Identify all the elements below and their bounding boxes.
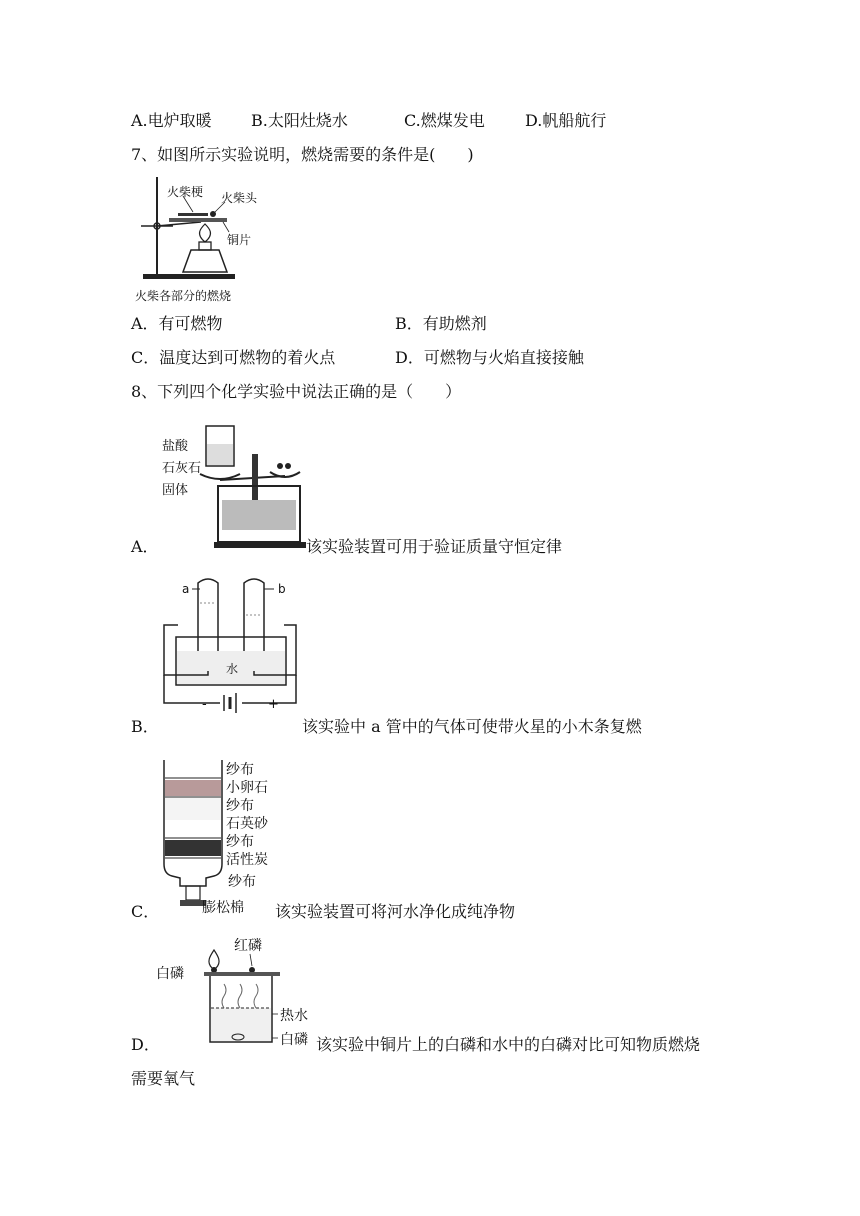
- label-cotton: 膨松棉: [202, 900, 244, 916]
- q7-option-d: D．可燃物与火焰直接接触: [395, 348, 584, 367]
- label-layer-4: 石英砂: [226, 816, 268, 832]
- q8-stem: 8、下列四个化学实验中说法正确的是（ ）: [131, 382, 462, 401]
- label-minus: -: [202, 697, 207, 712]
- q8-option-d-text-line1: 该实验中铜片上的白磷和水中的白磷对比可知物质燃烧: [316, 1035, 701, 1054]
- q7-stem: 7、如图所示实验说明，燃烧需要的条件是( ): [131, 145, 474, 164]
- q8b-electrolysis-figure: [160, 575, 300, 720]
- label-layer-6: 活性炭: [226, 852, 268, 868]
- label-layer-1: 纱布: [226, 762, 254, 778]
- q6-option-d: D.帆船航行: [525, 111, 607, 130]
- q8-option-a-letter: A．: [131, 537, 159, 556]
- copper-plate: [169, 218, 227, 222]
- label-solid: 固体: [162, 483, 189, 498]
- layer-pebbles: [165, 780, 221, 796]
- stand-base: [143, 274, 235, 279]
- q8-option-d-letter: D．: [131, 1035, 160, 1054]
- label-stick: 火柴梗: [167, 185, 204, 199]
- q8-option-b-text: 该实验中 a 管中的气体可使带火星的小木条复燃: [302, 717, 642, 736]
- q6-option-b: B.太阳灶烧水: [251, 111, 348, 130]
- q7-option-c: C．温度达到可燃物的着火点: [131, 348, 336, 367]
- label-b: b: [278, 582, 286, 596]
- label-layer-3: 纱布: [226, 798, 254, 814]
- q8-option-d-text-line2: 需要氧气: [131, 1069, 196, 1088]
- layer-carbon: [165, 840, 221, 856]
- figure-caption: 火柴各部分的燃烧: [135, 289, 232, 303]
- alcohol-lamp: [183, 250, 227, 272]
- label-layer-5: 纱布: [226, 834, 254, 850]
- label-limestone: 石灰石: [162, 461, 202, 476]
- q7-option-b: B．有助燃剂: [395, 314, 487, 333]
- label-white-phosphorus-water: 白磷: [280, 1032, 308, 1048]
- q8-option-b-letter: B．: [131, 717, 159, 736]
- q8-option-a-text: 该实验装置可用于验证质量守恒定律: [306, 537, 563, 556]
- q8c-filter-figure: [158, 756, 278, 916]
- copper-plate: [204, 972, 280, 976]
- label-a: a: [182, 582, 190, 596]
- label-acid: 盐酸: [162, 439, 189, 454]
- label-hot-water: 热水: [280, 1008, 308, 1024]
- label-copper: 铜片: [227, 233, 252, 247]
- label-layer-2: 小卵石: [226, 780, 268, 796]
- q7-match-burning-figure: [133, 172, 283, 307]
- q6-option-a: A.电炉取暖: [131, 111, 212, 130]
- q8-option-c-text: 该实验装置可将河水净化成纯净物: [275, 902, 516, 921]
- label-layer-7: 纱布: [228, 874, 256, 890]
- q8d-phosphorus-figure: [154, 934, 314, 1054]
- q8a-balance-figure: [160, 418, 310, 553]
- label-head: 火柴头: [221, 191, 258, 205]
- q8-option-c-letter: C．: [131, 902, 160, 921]
- filter-bottle: [164, 760, 222, 886]
- match-stick: [178, 213, 208, 216]
- label-red-phosphorus: 红磷: [234, 938, 262, 954]
- q7-option-a: A．有可燃物: [131, 314, 223, 333]
- flame: [209, 950, 219, 968]
- label-water: 水: [226, 662, 239, 676]
- label-white-phosphorus: 白磷: [156, 966, 184, 982]
- flame: [200, 224, 211, 242]
- label-plus: +: [268, 697, 279, 712]
- q6-option-c: C.燃煤发电: [404, 111, 485, 130]
